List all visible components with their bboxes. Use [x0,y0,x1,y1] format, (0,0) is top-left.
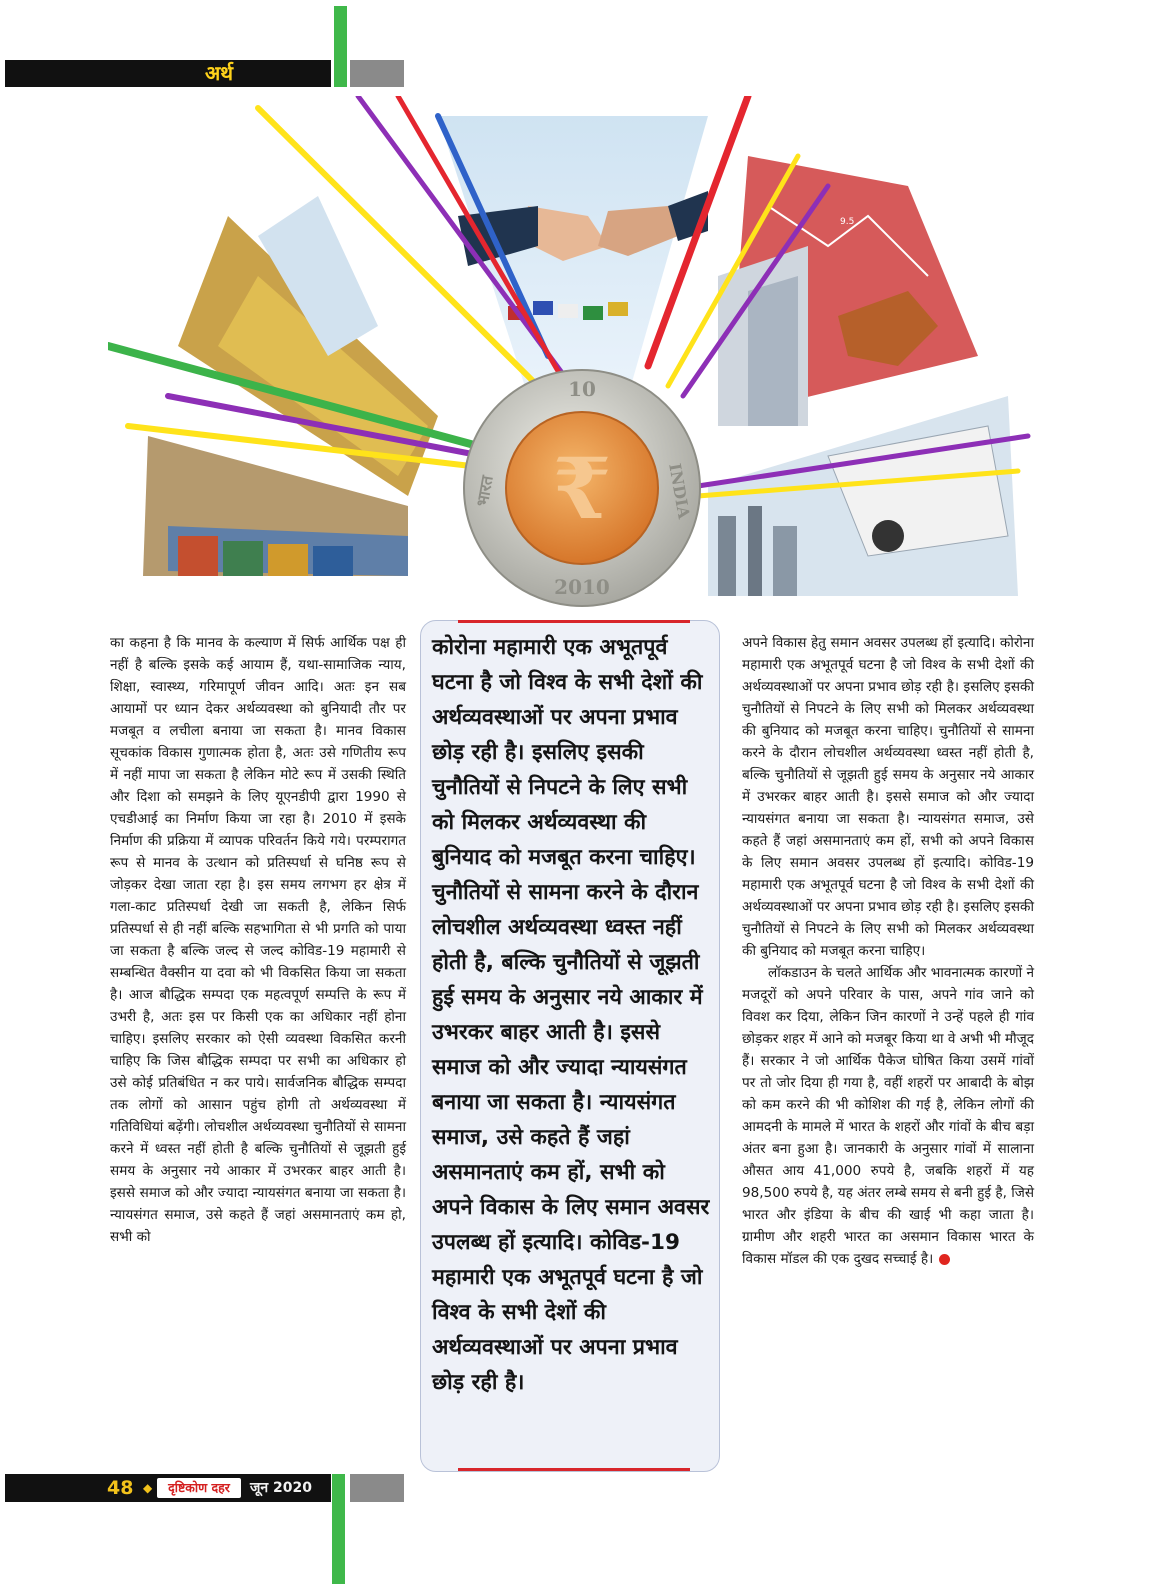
end-of-article-dot-icon [939,1254,950,1265]
issue-date: जून 2020 [250,1480,312,1496]
magazine-logo: दृष्टिकोण दहर [157,1478,241,1498]
header-bar [5,60,331,87]
header-accent-green [334,6,347,87]
page-number: 48 [107,1477,134,1499]
coin-year: 2010 [554,575,610,599]
chart-label-2: 9.5 [840,217,855,227]
chart-label-1: 8.5 [726,247,741,257]
footer-diamond-icon: ◆ [143,1481,153,1495]
pull-quote-bottom-rule [458,1468,690,1471]
left-paragraph-1: का कहना है कि मानव के कल्याण में सिर्फ आर्थिक पक्ष ही नहीं है बल्कि इसके कई आयाम हैं, यथा-सामाजिक न्याय, शिक्षा, स्वास्थ्य, गरिमापूर्ण जीवन आदि। अतः इन सब आयामों पर ध्यान देकर अर्थव्यवस्था को बुनियादी तौर पर मजबूत व लचीला बनाया जा सकता है। मानव विकास सूचकांक विकास गुणात्मक होता है, अतः उसे गणितीय रूप में नहीं मापा जा सकता है लेकिन मोटे रूप में उसकी स्थिति और दिशा को समझने के लिए यूएनडीपी द्वारा 1990 से एचडीआई का निर्माण किया जा रहा है। 2010 में इसके निर्माण की प्रक्रिया में व्यापक परिवर्तन किये गये। परम्परागत रूप से मानव के उत्थान को प्रतिस्पर्धा से घनिष्ठ रूप से जोड़कर देखा जाता रहा है। इस समय लगभग हर क्षेत्र में गला-काट प्रतिस्पर्धा देखी जा सकती है, लेकिन सिर्फ प्रतिस्पर्धा से ही नहीं बल्कि सहभागिता से भी प्रगति को पाया जा सकता है बल्कि जल्द से जल्द कोविड-19 महामारी से सम्बन्धित वैक्सीन या दवा को भी विकसित किया जा सकता है। आज बौद्धिक सम्पदा एक महत्वपूर्ण सम्पत्ति के रूप में उभरी है, अतः इस पर किसी एक का अधिकार नहीं होना चाहिए। इसलिए सरकार को ऐसी व्यवस्था विकसित करनी चाहिए कि जिस बौद्धिक सम्पदा पर सभी का अधिकार हो उसे कोई प्रतिबंधित न कर पाये। सार्वजनिक बौद्धिक सम्पदा तक लोगों को आसान पहुंच होगी तो अर्थव्यवस्था में गतिविधियां बढ़ेंगी। लोचशील अर्थव्यवस्था चुनौतियों से सामना करने में ध्वस्त नहीं होती है बल्कि चुनौतियों से जूझती हुई समय के अनुसार नये आकार में उभरकर बाहर आती है। इससे समाज को और ज्यादा न्यायसंगत बनाया जा सकता है। न्यायसंगत समाज, उसे कहते हैं जहां असमानताएं कम हो, सभी को [110,635,406,1245]
article-column-left [110,632,406,1248]
coin-symbol: ₹ [552,439,612,538]
coin-left-text: भारत [472,474,497,508]
pull-quote-top-rule [458,620,690,623]
hero-illustration [108,96,1036,618]
right-paragraph-1: अपने विकास हेतु समान अवसर उपलब्ध हों इत्यादि। कोरोना महामारी एक अभूतपूर्व घटना है जो विश्व के सभी देशों की अर्थव्यवस्थाओं पर अपना प्रभाव छोड़ रही है। इसलिए इसकी चुनौतियों से निपटने के लिए सभी को मिलकर अर्थव्यवस्था की बुनियाद को मजबूत करना चाहिए। चुनौतियों से सामना करने के दौरान लोचशील अर्थव्यवस्था ध्वस्त नहीं होती है, बल्कि चुनौतियों से जूझती हुई समय के अनुसार नये आकार में उभरकर बाहर आती है। इससे समाज को और ज्यादा न्यायसंगत बनाया जा सकता है। न्यायसंगत समाज, उसे कहते हैं जहां असमानताएं कम हों, सभी को अपने विकास के लिए समान अवसर उपलब्ध हों इत्यादि। कोविड-19 महामारी एक अभूतपूर्व घटना है जो विश्व के सभी देशों की अर्थव्यवस्थाओं पर अपना प्रभाव छोड़ रही है। इसलिए इसकी चुनौतियों से निपटने के लिए सभी को मिलकर अर्थव्यवस्था की बुनियाद को मजबूत करना चाहिए। [742,635,1034,959]
pull-quote-text: कोरोना महामारी एक अभूतपूर्व घटना है जो विश्व के सभी देशों की अर्थव्यवस्थाओं पर अपना प्रभाव छोड़ रही है। इसलिए इसकी चुनौतियों से निपटने के लिए सभी को मिलकर अर्थव्यवस्था की बुनियाद को मजबूत करना चाहिए। चुनौतियों से सामना करने के दौरान लोचशील अर्थव्यवस्था ध्वस्त नहीं होती है, बल्कि चुनौतियों से जूझती हुई समय के अनुसार नये आकार में उभरकर बाहर आती है। इससे समाज को और ज्यादा न्यायसंगत बनाया जा सकता है। न्यायसंगत समाज, उसे कहते हैं जहां असमानताएं कम हों, सभी को अपने विकास के लिए समान अवसर उपलब्ध हों इत्यादि। कोविड-19 महामारी एक अभूतपूर्व घटना है जो विश्व के सभी देशों की अर्थव्यवस्थाओं पर अपना प्रभाव छोड़ रही है। [432,635,710,1395]
rupee-coin [464,370,700,606]
footer-accent-gray [350,1474,404,1502]
coin-denomination: 10 [568,377,596,401]
section-title: अर्थ [205,61,234,85]
article-column-right [742,632,1034,1270]
footer-accent-green [332,1474,345,1584]
coin-right-text: INDIA [665,461,694,521]
right-paragraph-2: लॉकडाउन के चलते आर्थिक और भावनात्मक कारणों ने मजदूरों को अपने परिवार के पास, अपने गांव जाने को विवश कर दिया, लेकिन जिन कारणों ने उन्हें पहले ही गांव छोड़कर शहर में आने को मजबूर किया था वे अभी भी मौजूद हैं। सरकार ने जो आर्थिक पैकेज घोषित किया उसमें गांवों पर तो जोर दिया ही गया है, वहीं शहरों पर आबादी के बोझ को कम करने की भी कोशिश की गई है, लेकिन लोगों की आमदनी के मामले में भारत के शहरों और गांवों के बीच बड़ा अंतर बना हुआ है। जानकारी के अनुसार गांवों में सालाना औसत आय 41,000 रुपये है, जबकि शहरों में यह 98,500 रुपये है, यह अंतर लम्बे समय से बनी हुई है, जिसे भारत और इंडिया के बीच की खाई भी कहा जाता है। ग्रामीण और शहरी भारत का असमान विकास भारत के विकास मॉडल की एक दुखद सच्चाई है। [742,965,1035,1267]
header-accent-gray [350,60,404,87]
